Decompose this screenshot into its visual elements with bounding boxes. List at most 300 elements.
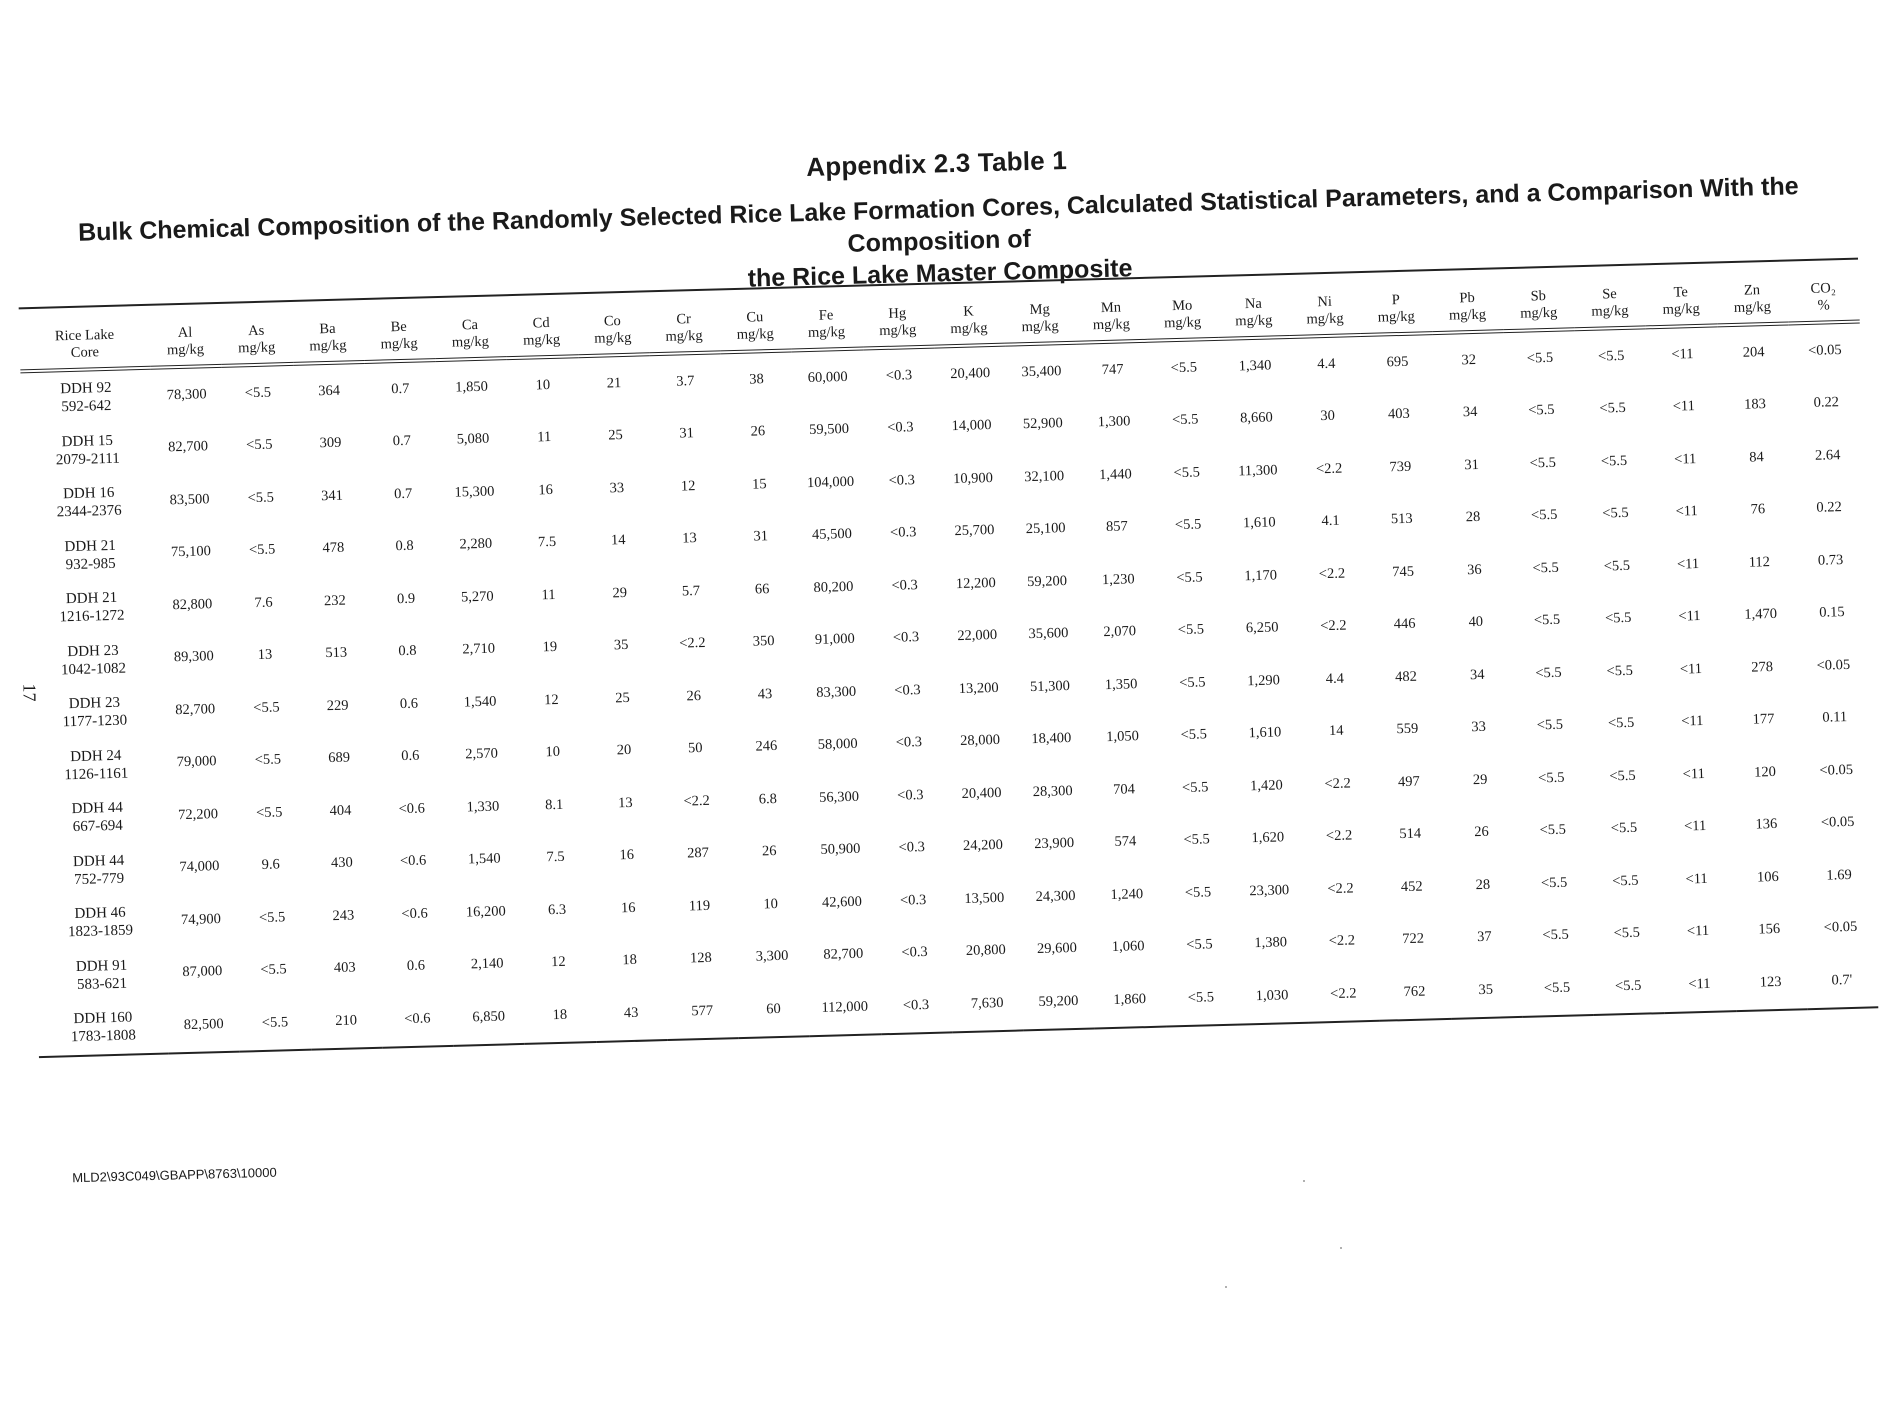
value-cell: 722 [1402,930,1425,948]
value-cell: 28,300 [1032,782,1073,800]
core-depth: 1177-1230 [62,712,128,731]
header-element: Zn [1743,282,1761,299]
value-cell: 364 [318,382,341,400]
value-cell: 119 [688,897,711,915]
value-cell: <2.2 [1320,617,1347,635]
value-cell: 1,420 [1249,777,1283,794]
value-cell: 26 [686,687,702,705]
value-cell: 0.22 [1813,394,1840,412]
header-4 [434,312,506,360]
value-cell: 29 [612,584,628,602]
header-element: Mo [1171,297,1193,315]
value-cell: 232 [323,592,346,609]
header-6 [576,308,648,356]
value-cell: 1,610 [1242,514,1276,532]
value-cell: 6.8 [758,790,778,808]
value-cell: 574 [1114,833,1137,851]
value-cell: 1,330 [466,798,500,816]
header-unit: mg/kg [380,335,418,353]
core-cell [22,422,153,478]
value-cell: <5.5 [1612,872,1639,890]
value-cell: <5.5 [1526,349,1554,367]
value-cell: <5.5 [244,384,272,402]
value-cell: 20,400 [961,784,1002,802]
value-cell: 15 [751,475,767,493]
value-cell: <5.5 [1535,664,1562,682]
value-cell: <2.2 [1327,880,1354,897]
header-18 [1431,285,1503,333]
value-cell: 128 [689,950,712,967]
value-cell: 0.8 [395,537,414,555]
value-cell: <2.2 [1328,932,1356,950]
header-unit: mg/kg [309,337,347,355]
value-cell: 22,000 [957,627,998,645]
value-cell: 66 [754,580,770,598]
value-cell: 112 [1748,553,1771,571]
value-cell: 30 [1320,408,1336,425]
scan-speck [1340,1247,1342,1249]
value-cell: 2,570 [465,745,499,763]
value-cell: 559 [1396,720,1419,738]
core-depth: 2344-2376 [56,502,122,521]
value-cell: <0.3 [896,786,924,804]
core-depth: 667-694 [72,817,123,836]
value-cell: 31 [753,528,769,545]
value-cell: 1,050 [1106,728,1140,746]
header-14 [1146,293,1218,341]
header-unit: mg/kg [237,339,276,357]
header-9 [790,303,862,351]
value-cell: 91,000 [814,631,855,649]
value-cell: 26 [761,843,777,860]
chemical-composition-table [19,276,1878,1058]
header-2 [292,316,364,364]
value-cell: <0.3 [889,524,917,542]
value-cell: 0.9 [396,590,416,607]
core-cell [20,368,151,426]
value-cell: 1,350 [1104,675,1138,693]
value-cell: <0.05 [1823,919,1858,936]
value-cell: 51,300 [1029,677,1071,695]
value-cell: <5.5 [1181,779,1209,796]
value-cell: 50 [687,740,703,757]
value-cell: 26 [1474,824,1489,841]
header-unit: mg/kg [1591,302,1629,320]
header-element: Mn [1100,299,1122,317]
header-5 [505,310,577,358]
value-cell: <5.5 [1602,505,1629,522]
value-cell: 50,900 [820,841,861,859]
value-cell: 1,340 [1238,357,1272,375]
value-cell: 8,660 [1239,409,1274,427]
value-cell: <0.3 [894,681,921,699]
value-cell: 403 [333,959,356,977]
value-cell: 0.7 [391,380,410,398]
value-cell: <0.05 [1819,761,1854,779]
header-unit: mg/kg [878,322,917,340]
value-cell: 857 [1105,518,1128,536]
value-cell: 1,540 [467,850,501,868]
value-cell: 513 [1390,510,1413,528]
core-cell [28,632,159,688]
value-cell: 1,850 [455,378,489,396]
value-cell: 0.6 [401,747,420,765]
value-cell: 43 [757,685,773,703]
core-id: DDH 92 [60,380,112,398]
header-element: Cd [532,314,550,332]
header-unit: mg/kg [1092,316,1131,334]
scan-speck [1303,1180,1305,1182]
value-cell: 5,270 [460,588,494,606]
value-cell: 59,500 [808,421,850,439]
header-unit: mg/kg [1377,308,1416,326]
value-cell: <5.5 [1180,726,1208,744]
value-cell: 13 [257,646,273,664]
value-cell: <0.3 [880,978,953,1033]
value-cell: 0.7' [1806,953,1879,1008]
value-cell: 74,900 [180,910,222,928]
value-cell: <5.5 [1521,961,1594,1016]
value-cell: 482 [1394,668,1418,685]
value-cell: <5.5 [1533,612,1561,629]
core-depth: 1216-1272 [59,607,125,626]
value-cell: 4.1 [1321,512,1340,530]
value-cell: <11 [1686,923,1710,940]
header-unit: mg/kg [1448,306,1487,324]
header-element: K [963,303,974,320]
core-cell [35,895,166,951]
header-element: Cr [676,311,692,328]
value-cell: <0.3 [888,471,916,489]
value-cell: <5.5 [247,489,275,506]
value-cell: 278 [1751,658,1774,676]
value-cell: 28,000 [959,732,1001,750]
value-cell: 34 [1469,666,1485,683]
header-core-line-1: Rice Lake [54,326,115,345]
value-cell: 0.22 [1816,499,1843,517]
value-cell: 18 [524,988,597,1043]
value-cell: 31 [679,425,695,442]
header-1 [220,318,292,366]
value-cell: 243 [332,907,355,924]
value-cell: <11 [1675,503,1698,520]
value-cell: <5.5 [1536,716,1564,734]
value-cell: <5.5 [1165,971,1238,1026]
value-cell: 79,000 [176,753,217,771]
value-cell: 7.5 [546,849,565,866]
header-core-line-2: Core [70,344,100,361]
value-cell: 35,600 [1028,625,1069,643]
value-cell: <5.5 [260,961,287,979]
value-cell: 84 [1749,448,1764,466]
value-cell: 60 [737,982,810,1037]
value-cell: 0.6 [406,957,426,975]
value-cell: 1.69 [1826,866,1852,884]
value-cell: 2,710 [462,640,496,658]
value-cell: 31 [1464,456,1480,474]
core-cell [37,1000,168,1057]
value-cell: <0.6 [401,905,428,922]
value-cell: 341 [320,487,344,504]
core-id: DDH 23 [67,642,119,660]
header-unit: mg/kg [1235,312,1273,330]
value-cell: 2,070 [1103,623,1137,641]
value-cell: 32 [1461,351,1477,369]
value-cell: 56,300 [818,788,860,806]
core-id: DDH 21 [64,537,116,555]
header-unit: mg/kg [166,341,205,359]
value-cell: 1,860 [1093,973,1166,1028]
header-15 [1217,291,1289,339]
value-cell: <0.3 [885,366,913,384]
core-id: DDH 24 [69,747,122,765]
value-cell: 762 [1378,965,1451,1020]
value-cell: <5.5 [1610,820,1638,837]
value-cell: <5.5 [1176,569,1203,586]
value-cell: 514 [1399,825,1422,843]
value-cell: 20,800 [965,942,1006,960]
value-cell: 26 [750,423,766,440]
core-depth: 2079-2111 [55,450,120,469]
value-cell: <5.5 [1600,452,1628,470]
value-cell: 18,400 [1031,730,1072,748]
value-cell: 10 [763,895,779,913]
value-cell: <0.05 [1820,814,1855,832]
header-element: Hg [888,305,907,322]
header-element: Be [390,318,407,336]
value-cell: 0.6 [399,695,419,712]
value-cell: <5.5 [1597,347,1625,365]
value-cell: <0.6 [399,852,427,870]
value-cell: 11,300 [1238,462,1278,480]
header-element: Ca [461,316,479,334]
value-cell: <0.3 [891,576,918,594]
core-id: DDH 21 [65,590,118,608]
value-cell: <11 [1673,450,1697,468]
value-cell: 14 [1328,722,1344,740]
header-element: P [1391,291,1401,309]
core-depth: 1823-1859 [67,922,134,941]
value-cell: 350 [752,633,775,650]
value-cell: 0.8 [398,642,417,660]
core-id: DDH 91 [75,957,128,975]
value-cell: 11 [541,586,556,604]
value-cell: 43 [595,986,668,1041]
header-22 [1716,277,1788,325]
value-cell: 12,200 [955,574,996,592]
value-cell: 59,200 [1026,572,1068,590]
value-cell: 0.73 [1817,551,1844,569]
value-cell: <2.2 [1325,827,1353,845]
header-8 [719,304,791,352]
value-cell: 704 [1112,781,1136,798]
header-element: Te [1673,284,1689,301]
value-cell: <5.5 [1171,411,1199,429]
core-cell [25,527,156,583]
value-cell: <0.3 [895,734,923,752]
value-cell: 11 [537,429,552,446]
core-cell [30,737,161,793]
header-12 [1004,297,1076,345]
value-cell: <11 [1672,398,1696,415]
value-cell: 0.11 [1822,709,1848,726]
value-cell: 82,500 [167,998,240,1053]
value-cell: 8.1 [544,796,564,814]
value-cell: <5.5 [1539,821,1567,839]
value-cell: 183 [1743,396,1767,413]
value-cell: 106 [1756,868,1779,886]
value-cell: <11 [1685,870,1708,888]
header-element: Fe [818,307,834,324]
value-cell: <5.5 [253,699,280,716]
value-cell: <11 [1683,818,1707,835]
header-unit: mg/kg [1520,304,1558,322]
core-depth: 1783-1808 [70,1027,137,1046]
value-cell: <0.3 [886,419,914,437]
value-cell: 82,700 [175,700,216,718]
value-cell: 497 [1397,773,1420,790]
value-cell: 20,400 [950,364,991,382]
core-id: DDH 15 [61,432,114,450]
value-cell: <2.2 [1318,565,1346,583]
core-cell [23,475,154,531]
header-unit: mg/kg [665,327,703,345]
value-cell: <5.5 [1532,559,1560,577]
table-title-line-1: Bulk Chemical Composition of the Randomly Selected Rice Lake Formation Cores, Calculated Statistical Parameters, and a Comparison With the Composition of [77,172,1799,258]
value-cell: 80,200 [813,578,854,596]
value-cell: 4.4 [1325,670,1345,687]
value-cell: 1,290 [1247,672,1281,689]
value-cell: 25,700 [954,522,995,540]
value-cell: 3,300 [755,948,789,965]
core-cell [29,685,160,741]
value-cell: 52,900 [1022,415,1063,433]
header-element: Pb [1459,289,1475,307]
value-cell: 246 [755,738,778,755]
core-id: DDH 23 [68,694,121,713]
value-cell: 40 [1468,614,1484,631]
value-cell: 29 [1472,771,1488,788]
table-body [20,322,1878,1057]
value-cell: 1,470 [1744,606,1778,624]
value-cell: 16 [620,899,636,917]
header-21 [1645,279,1717,327]
value-cell: 37 [1476,928,1492,946]
header-17 [1360,287,1432,335]
value-cell: 33 [1471,719,1487,736]
value-cell: 76 [1750,501,1766,518]
core-id: DDH 44 [72,852,125,870]
value-cell: 23,300 [1249,881,1290,900]
header-unit: mg/kg [522,331,561,349]
value-cell: 1,240 [1110,885,1144,903]
value-cell: 309 [319,434,342,452]
value-cell: <2.2 [1324,775,1352,792]
value-cell: <11 [1682,765,1706,783]
value-cell: 5,080 [456,430,490,448]
value-cell: 38 [749,370,764,388]
value-cell: 82,700 [823,945,864,964]
value-cell: 18 [622,952,638,969]
value-cell: 7.6 [254,594,273,611]
value-cell: <5.5 [1183,831,1210,849]
value-cell: 13,500 [964,889,1005,907]
header-element: Cu [746,309,764,326]
value-cell: 177 [1752,711,1775,728]
value-cell: 82,700 [167,438,209,456]
footer-file-path: MLD2\93C049\GBAPP\8763\10000 [72,1164,277,1186]
value-cell: 24,300 [1035,887,1076,905]
value-cell: 74,000 [179,858,220,876]
value-cell: 739 [1389,458,1412,476]
value-cell: 404 [329,802,352,819]
value-cell: 83,500 [169,491,210,509]
value-cell: <11 [1663,957,1736,1012]
value-cell: 204 [1742,343,1765,361]
header-19 [1502,283,1574,331]
value-cell: <0.05 [1816,656,1851,674]
value-cell: <5.5 [1592,959,1665,1014]
core-cell [36,947,167,1003]
value-cell: 42,600 [821,893,863,911]
value-cell: 7.5 [537,534,557,551]
value-cell: 1,380 [1254,934,1288,952]
header-element: Al [177,324,193,342]
value-cell: 82,800 [172,595,213,614]
value-cell: 695 [1386,353,1409,371]
value-cell: 3.7 [675,372,695,390]
value-cell: 13 [682,530,697,547]
value-cell: 58,000 [817,736,858,754]
value-cell: 123 [1734,955,1807,1010]
header-element: Ba [319,320,336,338]
header-unit: mg/kg [1306,310,1344,328]
value-cell: <5.5 [1537,769,1565,787]
value-cell: 513 [325,644,348,662]
page-number: 17 [19,683,40,702]
value-cell: <5.5 [1170,359,1198,376]
value-cell: 0.7 [393,485,413,502]
value-cell: 16 [538,481,554,499]
header-element: Na [1244,295,1263,313]
header-unit: mg/kg [594,329,632,347]
value-cell: 33 [609,479,625,497]
value-cell: 0.15 [1819,604,1845,621]
core-id: DDH 160 [73,1009,133,1028]
value-cell: 0.7 [392,433,412,450]
value-cell: <5.5 [245,436,273,454]
value-cell: 452 [1400,878,1423,895]
header-element: As [247,322,265,340]
value-cell: <5.5 [1599,400,1626,417]
core-depth: 1042-1082 [60,660,127,679]
header-element: Sb [1530,288,1547,305]
value-cell: <11 [1676,555,1700,573]
header-unit: mg/kg [807,324,846,341]
header-element: Mg [1029,301,1051,318]
value-cell: 6,250 [1245,619,1279,637]
value-cell: 104,000 [806,473,855,491]
value-cell: 12 [680,477,696,495]
value-cell: <5.5 [1603,557,1631,575]
value-cell: 446 [1393,615,1416,633]
value-cell: 12 [550,954,566,971]
value-cell: <5.5 [1613,924,1641,942]
core-depth: 932-985 [65,555,116,573]
value-cell: 6.3 [547,901,567,918]
core-depth: 583-621 [76,975,128,993]
value-cell: 430 [330,854,354,872]
